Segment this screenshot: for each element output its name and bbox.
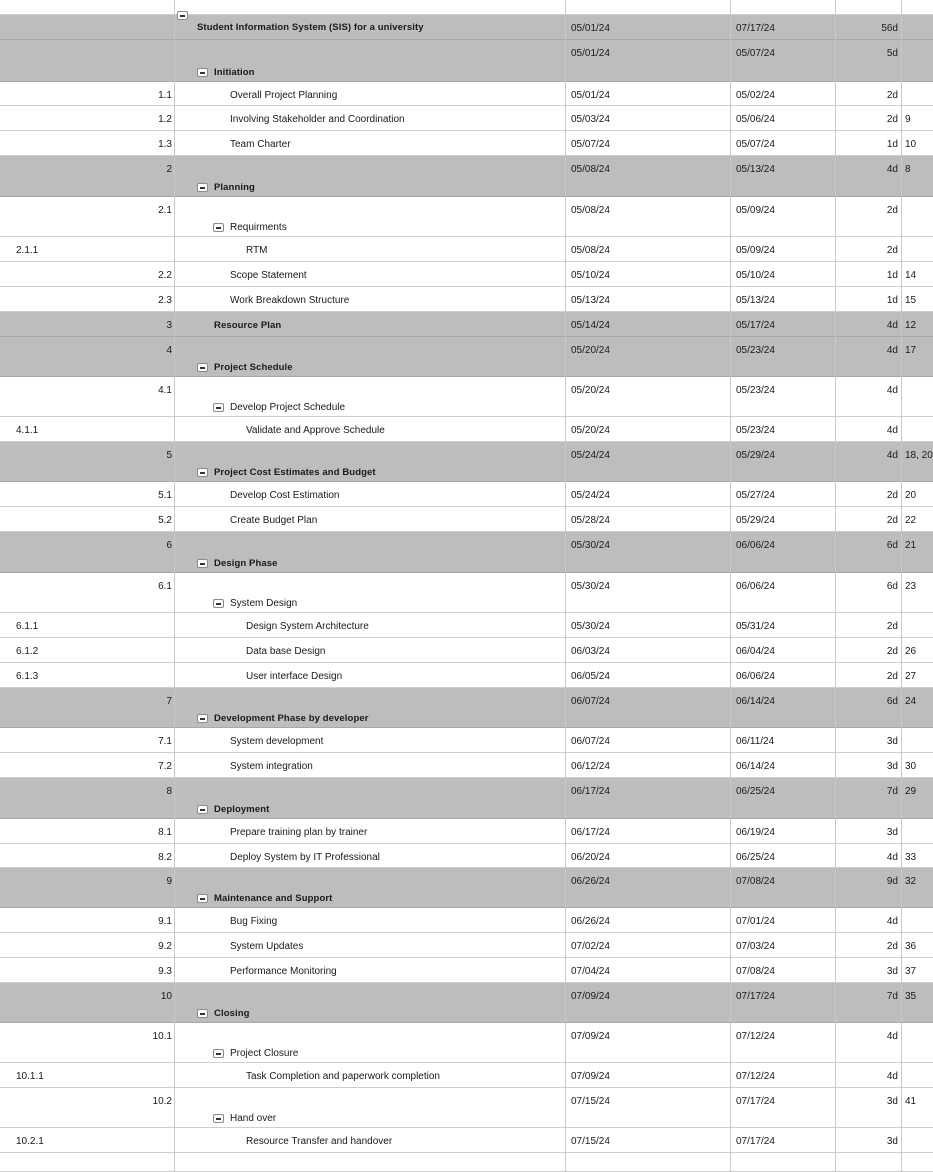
summary-task-name[interactable]: Project Schedule	[214, 362, 293, 373]
column-divider-finish	[835, 0, 836, 1172]
predecessors: 30	[905, 761, 917, 772]
summary-task-name[interactable]: Design Phase	[214, 558, 278, 569]
task-name[interactable]: Overall Project Planning	[230, 90, 338, 101]
summary-task-name[interactable]: Maintenance and Support	[214, 893, 333, 904]
start-date: 06/03/24	[571, 646, 610, 657]
duration: 4d	[886, 385, 898, 396]
task-name[interactable]: Create Budget Plan	[230, 515, 318, 526]
summary-row[interactable]	[0, 778, 933, 819]
finish-date: 05/29/24	[736, 515, 775, 526]
summary-row[interactable]	[0, 868, 933, 908]
duration: 3d	[886, 736, 898, 747]
finish-date: 07/17/24	[736, 1136, 775, 1147]
predecessors: 14	[905, 270, 917, 281]
task-name[interactable]: Team Charter	[230, 139, 291, 150]
start-date: 05/08/24	[571, 205, 610, 216]
predecessors: 27	[905, 671, 917, 682]
wbs-number: 6	[166, 540, 172, 551]
summary-row[interactable]	[0, 312, 933, 337]
duration: 2d	[886, 646, 898, 657]
finish-date: 05/27/24	[736, 490, 775, 501]
wbs-number: 10.2	[152, 1096, 172, 1107]
wbs-number: 10.2.1	[16, 1136, 44, 1147]
duration: 4d	[886, 916, 898, 927]
task-row[interactable]	[0, 613, 933, 638]
summary-row[interactable]	[0, 156, 933, 197]
finish-date: 05/07/24	[736, 48, 775, 59]
summary-task-name[interactable]: Closing	[214, 1008, 250, 1019]
duration: 6d	[886, 540, 898, 551]
summary-task-name[interactable]: Student Information System (SIS) for a university	[197, 22, 424, 33]
wbs-number: 3	[166, 320, 172, 331]
task-row[interactable]	[0, 262, 933, 287]
start-date: 05/28/24	[571, 515, 610, 526]
collapse-toggle-icon[interactable]	[197, 805, 208, 814]
top-blank-row	[0, 0, 933, 15]
wbs-number: 10	[160, 991, 172, 1002]
start-date: 05/01/24	[571, 23, 610, 34]
empty-row	[0, 1153, 933, 1172]
duration: 2d	[886, 621, 898, 632]
start-date: 07/09/24	[571, 1031, 610, 1042]
summary-task-name[interactable]: Project Cost Estimates and Budget	[214, 467, 376, 478]
duration: 4d	[886, 320, 898, 331]
start-date: 07/09/24	[571, 991, 610, 1002]
task-row[interactable]	[0, 482, 933, 507]
predecessors: 24	[905, 696, 917, 707]
duration: 2d	[886, 941, 898, 952]
predecessors: 22	[905, 515, 917, 526]
finish-date: 05/23/24	[736, 385, 775, 396]
start-date: 06/07/24	[571, 736, 610, 747]
duration: 6d	[886, 581, 898, 592]
predecessors: 41	[905, 1096, 917, 1107]
wbs-number: 6.1.3	[16, 671, 39, 682]
predecessors: 20	[905, 490, 917, 501]
predecessors: 32	[905, 876, 917, 887]
duration: 4d	[886, 450, 898, 461]
wbs-number: 7.2	[158, 761, 172, 772]
predecessors: 21	[905, 540, 917, 551]
start-date: 05/10/24	[571, 270, 610, 281]
start-date: 05/08/24	[571, 164, 610, 175]
task-name[interactable]: Task Completion and paperwork completion	[246, 1071, 440, 1082]
finish-date: 05/10/24	[736, 270, 775, 281]
wbs-number: 9.1	[158, 916, 172, 927]
summary-row[interactable]	[0, 532, 933, 573]
start-date: 05/30/24	[571, 621, 610, 632]
start-date: 05/14/24	[571, 320, 610, 331]
finish-date: 05/13/24	[736, 164, 775, 175]
task-row[interactable]	[0, 728, 933, 753]
duration: 1d	[886, 139, 898, 150]
collapse-toggle-icon[interactable]	[213, 1114, 224, 1123]
wbs-number: 7	[166, 696, 172, 707]
task-name[interactable]: System integration	[230, 761, 313, 772]
summary-task-name[interactable]: Planning	[214, 182, 255, 193]
duration: 9d	[886, 876, 898, 887]
finish-date: 05/09/24	[736, 245, 775, 256]
collapse-toggle-icon[interactable]	[197, 714, 208, 723]
finish-date: 06/25/24	[736, 852, 775, 863]
collapse-toggle-icon[interactable]	[213, 403, 224, 412]
start-date: 06/20/24	[571, 852, 610, 863]
wbs-number: 7.1	[158, 736, 172, 747]
task-name[interactable]: User interface Design	[246, 671, 343, 682]
wbs-number: 6.1	[158, 581, 172, 592]
predecessors: 23	[905, 581, 917, 592]
task-name[interactable]: Bug Fixing	[230, 916, 278, 927]
finish-date: 06/14/24	[736, 696, 775, 707]
predecessors: 9	[905, 114, 911, 125]
task-row[interactable]	[0, 819, 933, 844]
collapse-toggle-icon[interactable]	[213, 599, 224, 608]
wbs-number: 2	[166, 164, 172, 175]
column-divider-name	[565, 0, 566, 1172]
task-name[interactable]: Data base Design	[246, 646, 326, 657]
predecessors: 26	[905, 646, 917, 657]
duration: 4d	[886, 425, 898, 436]
task-row[interactable]	[0, 908, 933, 933]
predecessors: 8	[905, 164, 911, 175]
finish-date: 05/09/24	[736, 205, 775, 216]
finish-date: 06/04/24	[736, 646, 775, 657]
collapse-toggle-icon[interactable]	[213, 223, 224, 232]
task-row[interactable]	[0, 287, 933, 312]
collapse-toggle-icon[interactable]	[197, 559, 208, 568]
finish-date: 07/12/24	[736, 1071, 775, 1082]
wbs-number: 1.3	[158, 139, 172, 150]
wbs-number: 5.2	[158, 515, 172, 526]
wbs-number: 4.1.1	[16, 425, 39, 436]
task-name[interactable]: Validate and Approve Schedule	[246, 425, 385, 436]
duration: 4d	[886, 164, 898, 175]
task-row[interactable]	[0, 507, 933, 532]
column-divider-wbs	[174, 0, 175, 1172]
duration: 1d	[886, 295, 898, 306]
start-date: 06/17/24	[571, 827, 610, 838]
start-date: 06/26/24	[571, 916, 610, 927]
wbs-number: 9.2	[158, 941, 172, 952]
duration: 2d	[886, 490, 898, 501]
column-divider-duration	[901, 0, 902, 1172]
task-name[interactable]: Resource Transfer and handover	[246, 1136, 393, 1147]
predecessors: 33	[905, 852, 917, 863]
duration: 3d	[886, 761, 898, 772]
predecessors: 36	[905, 941, 917, 952]
duration: 2d	[886, 90, 898, 101]
duration: 56d	[881, 23, 898, 34]
task-name[interactable]: Design System Architecture	[246, 621, 369, 632]
wbs-number: 2.1.1	[16, 245, 39, 256]
start-date: 05/24/24	[571, 490, 610, 501]
collapse-toggle-icon[interactable]	[213, 1049, 224, 1058]
duration: 1d	[886, 270, 898, 281]
task-name[interactable]: Project Closure	[230, 1048, 299, 1059]
finish-date: 06/06/24	[736, 671, 775, 682]
duration: 4d	[886, 345, 898, 356]
duration: 3d	[886, 966, 898, 977]
wbs-number: 6.1.1	[16, 621, 39, 632]
task-name[interactable]: System Updates	[230, 941, 304, 952]
wbs-number: 9.3	[158, 966, 172, 977]
finish-date: 05/23/24	[736, 425, 775, 436]
task-name[interactable]: System Design	[230, 598, 298, 609]
wbs-number: 8.1	[158, 827, 172, 838]
finish-date: 05/23/24	[736, 345, 775, 356]
start-date: 06/05/24	[571, 671, 610, 682]
start-date: 07/15/24	[571, 1136, 610, 1147]
task-name[interactable]: Involving Stakeholder and Coordination	[230, 114, 405, 125]
predecessors: 35	[905, 991, 917, 1002]
wbs-number: 4.1	[158, 385, 172, 396]
start-date: 05/07/24	[571, 139, 610, 150]
start-date: 05/20/24	[571, 425, 610, 436]
collapse-toggle-icon[interactable]	[197, 894, 208, 903]
task-name[interactable]: Prepare training plan by trainer	[230, 827, 368, 838]
start-date: 05/20/24	[571, 345, 610, 356]
start-date: 07/04/24	[571, 966, 610, 977]
collapse-toggle-icon[interactable]	[197, 468, 208, 477]
task-row[interactable]	[0, 237, 933, 262]
start-date: 05/01/24	[571, 48, 610, 59]
duration: 2d	[886, 245, 898, 256]
wbs-number: 8.2	[158, 852, 172, 863]
start-date: 06/12/24	[571, 761, 610, 772]
duration: 3d	[886, 1136, 898, 1147]
start-date: 06/17/24	[571, 786, 610, 797]
wbs-number: 5	[166, 450, 172, 461]
task-row[interactable]	[0, 933, 933, 958]
predecessors: 37	[905, 966, 917, 977]
wbs-number: 9	[166, 876, 172, 887]
predecessors: 18, 20	[905, 450, 933, 461]
task-row[interactable]	[0, 417, 933, 442]
task-row[interactable]	[0, 663, 933, 688]
task-row[interactable]	[0, 131, 933, 156]
wbs-number: 8	[166, 786, 172, 797]
finish-date: 06/11/24	[736, 736, 775, 747]
wbs-number: 10.1	[152, 1031, 172, 1042]
summary-task-name[interactable]: Development Phase by developer	[214, 713, 369, 724]
task-row[interactable]	[0, 753, 933, 778]
task-name[interactable]: Develop Cost Estimation	[230, 490, 340, 501]
duration: 3d	[886, 1096, 898, 1107]
collapse-toggle-icon[interactable]	[177, 11, 188, 20]
summary-row[interactable]	[0, 40, 933, 82]
wbs-number: 2.1	[158, 205, 172, 216]
task-row[interactable]	[0, 573, 933, 613]
start-date: 07/15/24	[571, 1096, 610, 1107]
wbs-number: 2.2	[158, 270, 172, 281]
summary-row[interactable]	[0, 337, 933, 377]
task-row[interactable]	[0, 958, 933, 983]
duration: 2d	[886, 114, 898, 125]
predecessors: 15	[905, 295, 917, 306]
start-date: 06/26/24	[571, 876, 610, 887]
finish-date: 06/19/24	[736, 827, 775, 838]
task-name[interactable]: Requirments	[230, 222, 287, 233]
predecessors: 17	[905, 345, 917, 356]
duration: 4d	[886, 852, 898, 863]
finish-date: 07/08/24	[736, 966, 775, 977]
finish-date: 06/06/24	[736, 581, 775, 592]
task-name[interactable]: Deploy System by IT Professional	[230, 852, 380, 863]
summary-row[interactable]	[0, 442, 933, 482]
predecessors: 29	[905, 786, 917, 797]
start-date: 05/01/24	[571, 90, 610, 101]
duration: 2d	[886, 515, 898, 526]
duration: 2d	[886, 671, 898, 682]
task-name[interactable]: Scope Statement	[230, 270, 307, 281]
duration: 5d	[886, 48, 898, 59]
finish-date: 07/17/24	[736, 991, 775, 1002]
task-row[interactable]	[0, 1088, 933, 1128]
task-name[interactable]: Performance Monitoring	[230, 966, 337, 977]
start-date: 07/09/24	[571, 1071, 610, 1082]
duration: 7d	[886, 786, 898, 797]
collapse-toggle-icon[interactable]	[197, 1009, 208, 1018]
start-date: 05/13/24	[571, 295, 610, 306]
task-row[interactable]	[0, 106, 933, 131]
duration: 3d	[886, 827, 898, 838]
wbs-number: 6.1.2	[16, 646, 39, 657]
finish-date: 06/25/24	[736, 786, 775, 797]
duration: 4d	[886, 1071, 898, 1082]
finish-date: 05/29/24	[736, 450, 775, 461]
wbs-number: 1.1	[158, 90, 172, 101]
duration: 6d	[886, 696, 898, 707]
finish-date: 05/07/24	[736, 139, 775, 150]
finish-date: 07/08/24	[736, 876, 775, 887]
wbs-number: 5.1	[158, 490, 172, 501]
task-row[interactable]	[0, 638, 933, 663]
task-row[interactable]	[0, 844, 933, 868]
task-name[interactable]: RTM	[246, 245, 268, 256]
wbs-number: 1.2	[158, 114, 172, 125]
task-row[interactable]	[0, 1023, 933, 1063]
finish-date: 06/06/24	[736, 540, 775, 551]
summary-task-name[interactable]: Initiation	[214, 67, 255, 78]
wbs-number: 4	[166, 345, 172, 356]
task-row[interactable]	[0, 82, 933, 106]
finish-date: 07/17/24	[736, 1096, 775, 1107]
summary-task-name[interactable]: Deployment	[214, 804, 270, 815]
finish-date: 05/17/24	[736, 320, 775, 331]
finish-date: 05/06/24	[736, 114, 775, 125]
task-row[interactable]	[0, 197, 933, 237]
finish-date: 07/01/24	[736, 916, 775, 927]
task-name[interactable]: Work Breakdown Structure	[230, 295, 350, 306]
start-date: 05/08/24	[571, 245, 610, 256]
duration: 7d	[886, 991, 898, 1002]
wbs-number: 10.1.1	[16, 1071, 44, 1082]
predecessors: 10	[905, 139, 917, 150]
predecessors: 12	[905, 320, 917, 331]
task-row[interactable]	[0, 1128, 933, 1153]
finish-date: 06/14/24	[736, 761, 775, 772]
task-name[interactable]: Develop Project Schedule	[230, 402, 346, 413]
finish-date: 07/03/24	[736, 941, 775, 952]
duration: 4d	[886, 1031, 898, 1042]
task-row[interactable]	[0, 1063, 933, 1088]
finish-date: 07/17/24	[736, 23, 775, 34]
collapse-toggle-icon[interactable]	[197, 183, 208, 192]
task-row[interactable]	[0, 377, 933, 417]
start-date: 05/03/24	[571, 114, 610, 125]
start-date: 05/24/24	[571, 450, 610, 461]
task-name[interactable]: System development	[230, 736, 324, 747]
finish-date: 05/13/24	[736, 295, 775, 306]
collapse-toggle-icon[interactable]	[197, 363, 208, 372]
column-divider-start	[730, 0, 731, 1172]
duration: 2d	[886, 205, 898, 216]
wbs-number: 2.3	[158, 295, 172, 306]
finish-date: 07/12/24	[736, 1031, 775, 1042]
task-name[interactable]: Hand over	[230, 1113, 277, 1124]
summary-task-name[interactable]: Resource Plan	[214, 320, 282, 331]
summary-row[interactable]	[0, 688, 933, 728]
start-date: 05/20/24	[571, 385, 610, 396]
summary-row[interactable]	[0, 983, 933, 1023]
start-date: 07/02/24	[571, 941, 610, 952]
start-date: 06/07/24	[571, 696, 610, 707]
summary-row[interactable]	[0, 15, 933, 40]
finish-date: 05/02/24	[736, 90, 775, 101]
start-date: 05/30/24	[571, 581, 610, 592]
finish-date: 05/31/24	[736, 621, 775, 632]
start-date: 05/30/24	[571, 540, 610, 551]
collapse-toggle-icon[interactable]	[197, 68, 208, 77]
